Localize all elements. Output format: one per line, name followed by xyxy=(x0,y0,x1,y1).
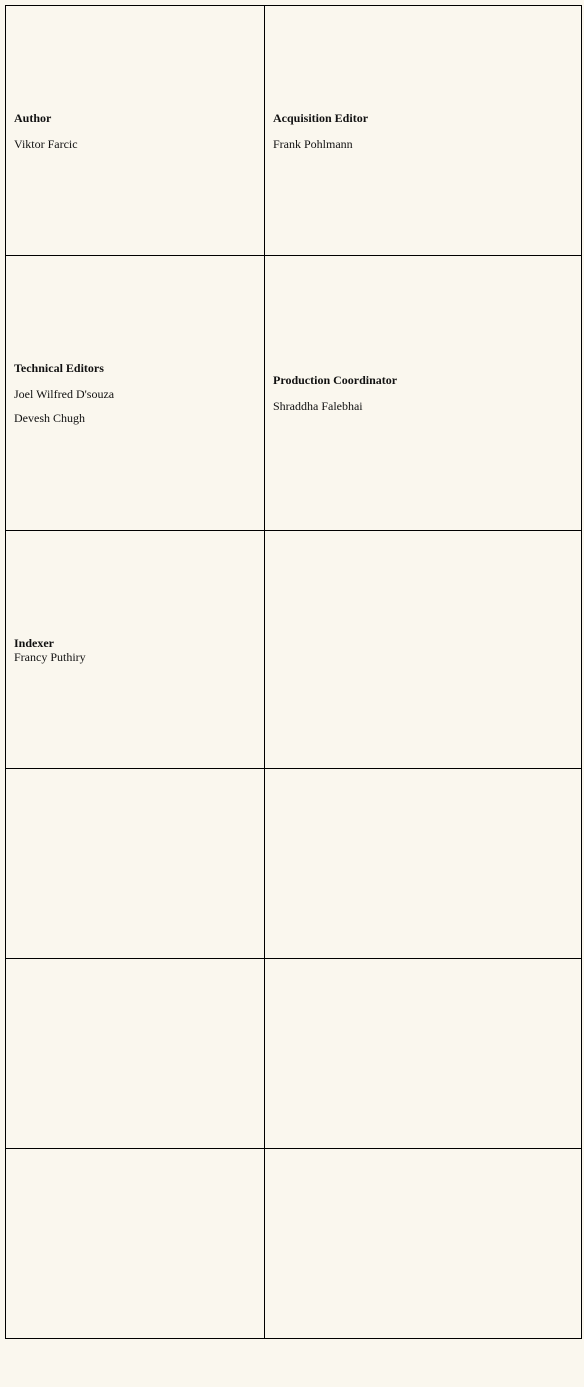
empty-cell xyxy=(265,531,582,769)
technical-editor-name: Joel Wilfred D'souza xyxy=(14,387,115,401)
technical-editor-name: Devesh Chugh xyxy=(14,411,85,425)
acquisition-editor-role-label: Acquisition Editor xyxy=(273,110,369,125)
indexer-name: Francy Puthiry xyxy=(14,649,86,664)
indexer-cell xyxy=(6,531,265,769)
credits-row xyxy=(6,256,582,531)
acquisition-editor-cell xyxy=(265,6,582,256)
empty-cell xyxy=(265,1149,582,1339)
empty-cell xyxy=(6,1149,265,1339)
technical-editors-cell xyxy=(6,256,265,531)
empty-cell xyxy=(6,769,265,959)
author-role-label: Author xyxy=(14,110,52,125)
credits-row xyxy=(6,769,582,959)
credits-row xyxy=(6,531,582,769)
credits-row xyxy=(6,1149,582,1339)
author-name: Viktor Farcic xyxy=(14,136,78,151)
indexer-role-label: Indexer xyxy=(14,635,54,650)
credits-row xyxy=(6,959,582,1149)
production-coordinator-name: Shraddha Falebhai xyxy=(273,399,363,413)
production-coordinator-role-label: Production Coordinator xyxy=(273,373,398,387)
technical-editors-role-label: Technical Editors xyxy=(14,361,104,375)
credits-table xyxy=(5,5,582,1339)
credits-row xyxy=(6,6,582,256)
author-cell xyxy=(6,6,265,256)
production-coordinator-cell xyxy=(265,256,582,531)
empty-cell xyxy=(265,769,582,959)
empty-cell xyxy=(6,959,265,1149)
acquisition-editor-name: Frank Pohlmann xyxy=(273,136,353,151)
empty-cell xyxy=(265,959,582,1149)
